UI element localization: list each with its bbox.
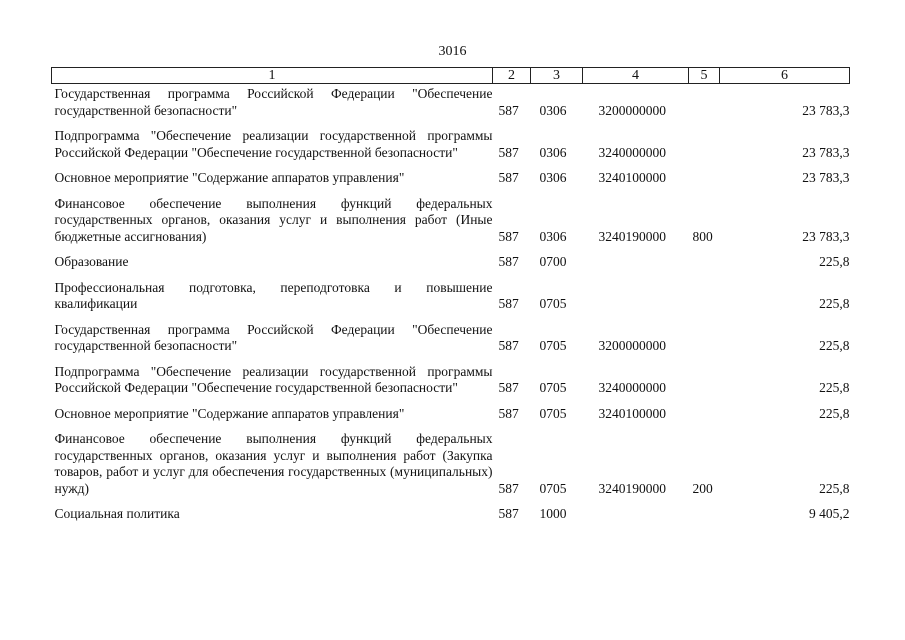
row-amount: 23 783,3 xyxy=(802,228,850,244)
row-section-code: 0306 xyxy=(539,144,567,160)
row-section-code: 0306 xyxy=(539,170,567,185)
row-expense-type: 800 xyxy=(692,228,713,244)
row-ministry-code: 587 xyxy=(498,480,519,496)
table-row xyxy=(52,313,850,355)
table-row xyxy=(52,397,850,423)
table-row xyxy=(52,161,850,187)
row-expense-type xyxy=(689,119,720,161)
row-expense-type xyxy=(689,245,720,271)
row-amount: 23 783,3 xyxy=(802,102,850,118)
row-expense-type xyxy=(689,271,720,313)
row-target-article: 3240100000 xyxy=(598,170,666,185)
table-row xyxy=(52,422,850,497)
row-expense-type xyxy=(689,497,720,523)
row-expense-type xyxy=(689,355,720,397)
row-ministry-code: 587 xyxy=(498,296,519,311)
row-ministry-code: 587 xyxy=(498,338,519,353)
table-row xyxy=(52,497,850,523)
row-amount: 225,8 xyxy=(819,296,850,311)
row-name: Подпрограмма "Обеспечение реализации государственной программы Российской Федерации "Обеспечение государственной безопасности" xyxy=(54,128,493,160)
row-ministry-code: 587 xyxy=(498,380,519,395)
column-header-3: 3 xyxy=(531,68,583,84)
row-name: Основное мероприятие "Содержание аппаратов управления" xyxy=(54,405,405,421)
row-section-code: 0306 xyxy=(539,228,567,244)
row-name: Образование xyxy=(54,254,129,269)
table-row xyxy=(52,245,850,271)
row-section-code: 1000 xyxy=(539,506,567,521)
row-expense-type xyxy=(689,84,720,120)
row-target-article: 3240000000 xyxy=(598,144,666,160)
row-name: Государственная программа Российской Федерации "Обеспечение государственной безопасности" xyxy=(54,321,493,353)
row-amount: 9 405,2 xyxy=(809,506,850,521)
column-header-6: 6 xyxy=(720,68,850,84)
row-ministry-code: 587 xyxy=(498,102,519,118)
row-section-code: 0306 xyxy=(539,102,567,118)
row-amount: 225,8 xyxy=(819,405,850,421)
row-section-code: 0705 xyxy=(539,405,567,421)
row-ministry-code: 587 xyxy=(498,506,519,521)
row-target-article: 3200000000 xyxy=(598,338,666,353)
row-name: Подпрограмма "Обеспечение реализации государственной программы Российской Федерации "Обеспечение государственной безопасности" xyxy=(54,363,493,395)
table-header-row xyxy=(52,68,850,84)
row-ministry-code: 587 xyxy=(498,144,519,160)
row-section-code: 0700 xyxy=(539,254,567,269)
row-section-code: 0705 xyxy=(539,380,567,395)
row-target-article: 3240100000 xyxy=(598,405,666,421)
row-amount: 225,8 xyxy=(819,338,850,353)
row-section-code: 0705 xyxy=(539,296,567,311)
row-target-article: 3240190000 xyxy=(598,480,666,496)
row-target-article: 3200000000 xyxy=(598,102,666,118)
table-row xyxy=(52,187,850,246)
column-header-5: 5 xyxy=(689,68,720,84)
row-target-article xyxy=(583,271,689,313)
row-amount: 23 783,3 xyxy=(802,144,850,160)
table-row xyxy=(52,355,850,397)
row-expense-type xyxy=(689,313,720,355)
row-section-code: 0705 xyxy=(539,338,567,353)
row-amount: 23 783,3 xyxy=(802,170,850,185)
page-number: 3016 xyxy=(438,44,467,59)
row-section-code: 0705 xyxy=(539,480,567,496)
row-target-article: 3240190000 xyxy=(598,228,666,244)
column-header-1: 1 xyxy=(52,68,493,84)
table-row xyxy=(52,119,850,161)
budget-table xyxy=(51,67,850,523)
table-row xyxy=(52,271,850,313)
row-target-article xyxy=(583,245,689,271)
row-name: Финансовое обеспечение выполнения функций федеральных государственных органов, оказания услуг и выполнения работ (Закупка товаров, работ и услуг для обеспечения государственных (муниципальных) нужд) xyxy=(54,431,493,496)
row-name: Государственная программа Российской Федерации "Обеспечение государственной безопасности" xyxy=(54,86,493,118)
row-expense-type: 200 xyxy=(692,480,713,496)
row-amount: 225,8 xyxy=(819,380,850,395)
row-ministry-code: 587 xyxy=(498,170,519,185)
row-target-article xyxy=(583,497,689,523)
table-row xyxy=(52,84,850,120)
row-name: Социальная политика xyxy=(54,506,180,521)
row-ministry-code: 587 xyxy=(498,228,519,244)
row-expense-type xyxy=(689,161,720,187)
column-header-4: 4 xyxy=(583,68,689,84)
row-target-article: 3240000000 xyxy=(598,380,666,395)
column-header-2: 2 xyxy=(493,68,531,84)
row-amount: 225,8 xyxy=(819,254,850,269)
row-name: Финансовое обеспечение выполнения функций федеральных государственных органов, оказания услуг и выполнения работ (Иные бюджетные ассигнования) xyxy=(54,195,493,244)
row-name: Основное мероприятие "Содержание аппаратов управления" xyxy=(54,170,405,185)
row-ministry-code: 587 xyxy=(498,254,519,269)
row-expense-type xyxy=(689,397,720,423)
row-amount: 225,8 xyxy=(819,480,850,496)
row-name: Профессиональная подготовка, переподготовка и повышение квалификации xyxy=(54,279,493,311)
row-ministry-code: 587 xyxy=(498,405,519,421)
